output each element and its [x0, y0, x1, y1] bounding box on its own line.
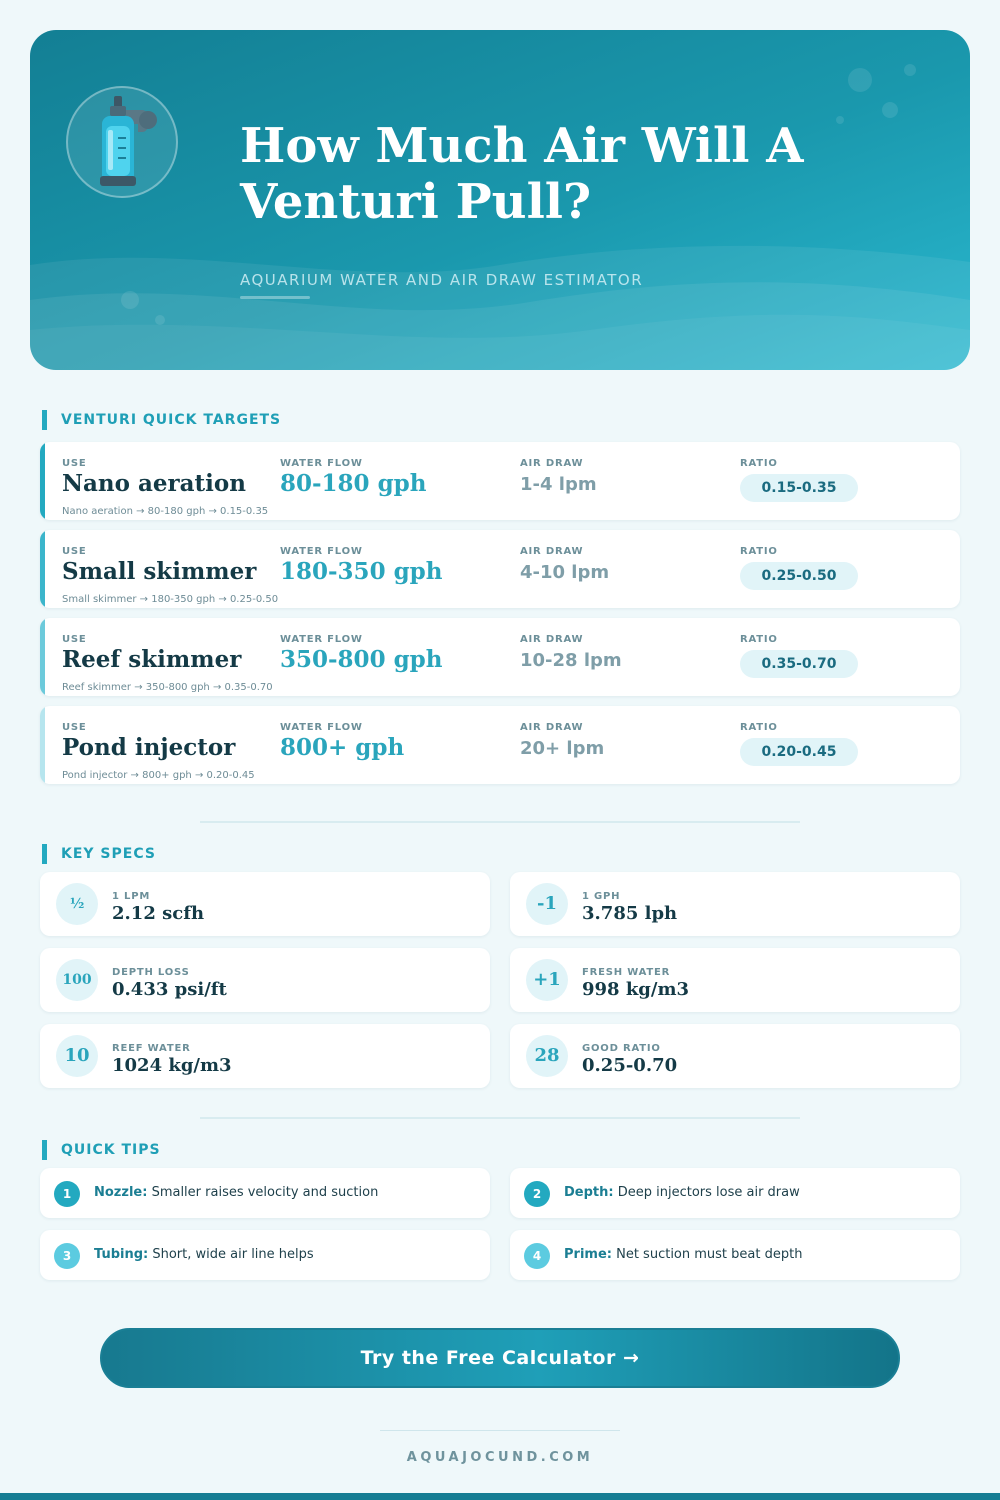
hero-banner — [30, 30, 970, 370]
tip-number: 1 — [54, 1181, 80, 1207]
tip-card-depth — [510, 1168, 960, 1218]
spec-label: REEF WATER — [112, 1043, 191, 1054]
target-card-reef-skimmer — [40, 618, 960, 696]
use-name: Nano aeration — [62, 470, 246, 497]
air-label: AIR DRAW — [520, 458, 584, 469]
ratio-label: RATIO — [740, 546, 778, 557]
footer-site-name: AQUAJOCUND.COM — [406, 1450, 594, 1465]
spec-label: 1 GPH — [582, 891, 621, 902]
flow-value: 350-800 gph — [280, 646, 443, 673]
tip-body: Net suction must beat depth — [616, 1247, 803, 1262]
spec-card-gph — [510, 872, 960, 936]
use-name: Pond injector — [62, 734, 236, 761]
spec-badge: 100 — [56, 959, 98, 1001]
logo-badge — [66, 86, 178, 198]
ratio-badge: 0.15-0.35 — [740, 474, 858, 502]
spec-card-depth-loss — [40, 948, 490, 1012]
tip-card-tubing — [40, 1230, 490, 1280]
card-note: Small skimmer → 180-350 gph → 0.25-0.50 — [62, 594, 279, 605]
use-name: Reef skimmer — [62, 646, 242, 673]
air-value: 4-10 lpm — [520, 562, 610, 583]
ratio-badge: 0.25-0.50 — [740, 562, 858, 590]
card-accent-bar — [40, 530, 45, 608]
spec-label: 1 LPM — [112, 891, 151, 902]
page-subtitle: AQUARIUM WATER AND AIR DRAW ESTIMATOR — [240, 271, 644, 289]
tip-card-prime — [510, 1230, 960, 1280]
tip-heading: Nozzle: — [94, 1185, 148, 1200]
spec-value: 1024 kg/m3 — [112, 1055, 232, 1076]
ratio-badge: 0.35-0.70 — [740, 650, 858, 678]
spec-card-lpm — [40, 872, 490, 936]
tip-body: Smaller raises velocity and suction — [151, 1185, 379, 1200]
flow-label: WATER FLOW — [280, 722, 363, 733]
spec-value: 0.433 psi/ft — [112, 979, 227, 1000]
spec-card-fresh-water — [510, 948, 960, 1012]
free-calculator-button[interactable]: Try the Free Calculator → — [100, 1328, 900, 1388]
tip-text — [564, 1247, 802, 1262]
spec-value: 0.25-0.70 — [582, 1055, 678, 1076]
tip-number: 4 — [524, 1243, 550, 1269]
target-card-pond-injector — [40, 706, 960, 784]
ratio-label: RATIO — [740, 722, 778, 733]
tip-heading: Tubing: — [94, 1247, 149, 1262]
air-value: 20+ lpm — [520, 738, 605, 759]
spec-badge: 28 — [526, 1035, 568, 1077]
air-label: AIR DRAW — [520, 546, 584, 557]
tip-heading: Depth: — [564, 1185, 614, 1200]
subtitle-underline — [240, 296, 310, 299]
card-note: Nano aeration → 80-180 gph → 0.15-0.35 — [62, 506, 269, 517]
spec-label: FRESH WATER — [582, 967, 671, 978]
flow-label: WATER FLOW — [280, 546, 363, 557]
target-card-small-skimmer — [40, 530, 960, 608]
card-accent-bar — [40, 618, 45, 696]
venturi-injector-icon — [68, 88, 180, 200]
card-accent-bar — [40, 442, 45, 520]
card-accent-bar — [40, 706, 45, 784]
air-value: 1-4 lpm — [520, 474, 597, 495]
use-label: USE — [62, 722, 87, 733]
spec-value: 998 kg/m3 — [582, 979, 690, 1000]
footer-divider — [380, 1430, 620, 1431]
air-label: AIR DRAW — [520, 634, 584, 645]
tip-text — [94, 1247, 314, 1262]
flow-value: 180-350 gph — [280, 558, 443, 585]
flow-value: 80-180 gph — [280, 470, 427, 497]
tip-heading: Prime: — [564, 1247, 612, 1262]
page-title: How Much Air Will A Venturi Pull? — [240, 118, 804, 230]
use-name: Small skimmer — [62, 558, 257, 585]
spec-card-reef-water — [40, 1024, 490, 1088]
section-title-tips: QUICK TIPS — [42, 1140, 161, 1160]
use-label: USE — [62, 546, 87, 557]
tip-card-nozzle — [40, 1168, 490, 1218]
flow-value: 800+ gph — [280, 734, 405, 761]
target-card-nano — [40, 442, 960, 520]
card-note: Pond injector → 800+ gph → 0.20-0.45 — [62, 770, 255, 781]
tip-number: 3 — [54, 1243, 80, 1269]
tip-body: Short, wide air line helps — [152, 1247, 314, 1262]
spec-label: GOOD RATIO — [582, 1043, 661, 1054]
air-value: 10-28 lpm — [520, 650, 622, 671]
tip-number: 2 — [524, 1181, 550, 1207]
spec-badge: +1 — [526, 959, 568, 1001]
use-label: USE — [62, 458, 87, 469]
spec-badge: 10 — [56, 1035, 98, 1077]
section-title-targets: VENTURI QUICK TARGETS — [42, 410, 281, 430]
flow-label: WATER FLOW — [280, 458, 363, 469]
spec-badge: ½ — [56, 883, 98, 925]
tip-text — [94, 1185, 378, 1200]
spec-badge: -1 — [526, 883, 568, 925]
section-divider — [200, 1117, 800, 1119]
spec-card-good-ratio — [510, 1024, 960, 1088]
flow-label: WATER FLOW — [280, 634, 363, 645]
tip-text — [564, 1185, 800, 1200]
air-label: AIR DRAW — [520, 722, 584, 733]
spec-label: DEPTH LOSS — [112, 967, 190, 978]
spec-value: 3.785 lph — [582, 903, 678, 924]
tip-body: Deep injectors lose air draw — [617, 1185, 800, 1200]
ratio-label: RATIO — [740, 458, 778, 469]
use-label: USE — [62, 634, 87, 645]
ratio-label: RATIO — [740, 634, 778, 645]
ratio-badge: 0.20-0.45 — [740, 738, 858, 766]
section-title-specs: KEY SPECS — [42, 844, 156, 864]
section-divider — [200, 821, 800, 823]
bottom-accent-bar — [0, 1493, 1000, 1500]
spec-value: 2.12 scfh — [112, 903, 205, 924]
card-note: Reef skimmer → 350-800 gph → 0.35-0.70 — [62, 682, 273, 693]
